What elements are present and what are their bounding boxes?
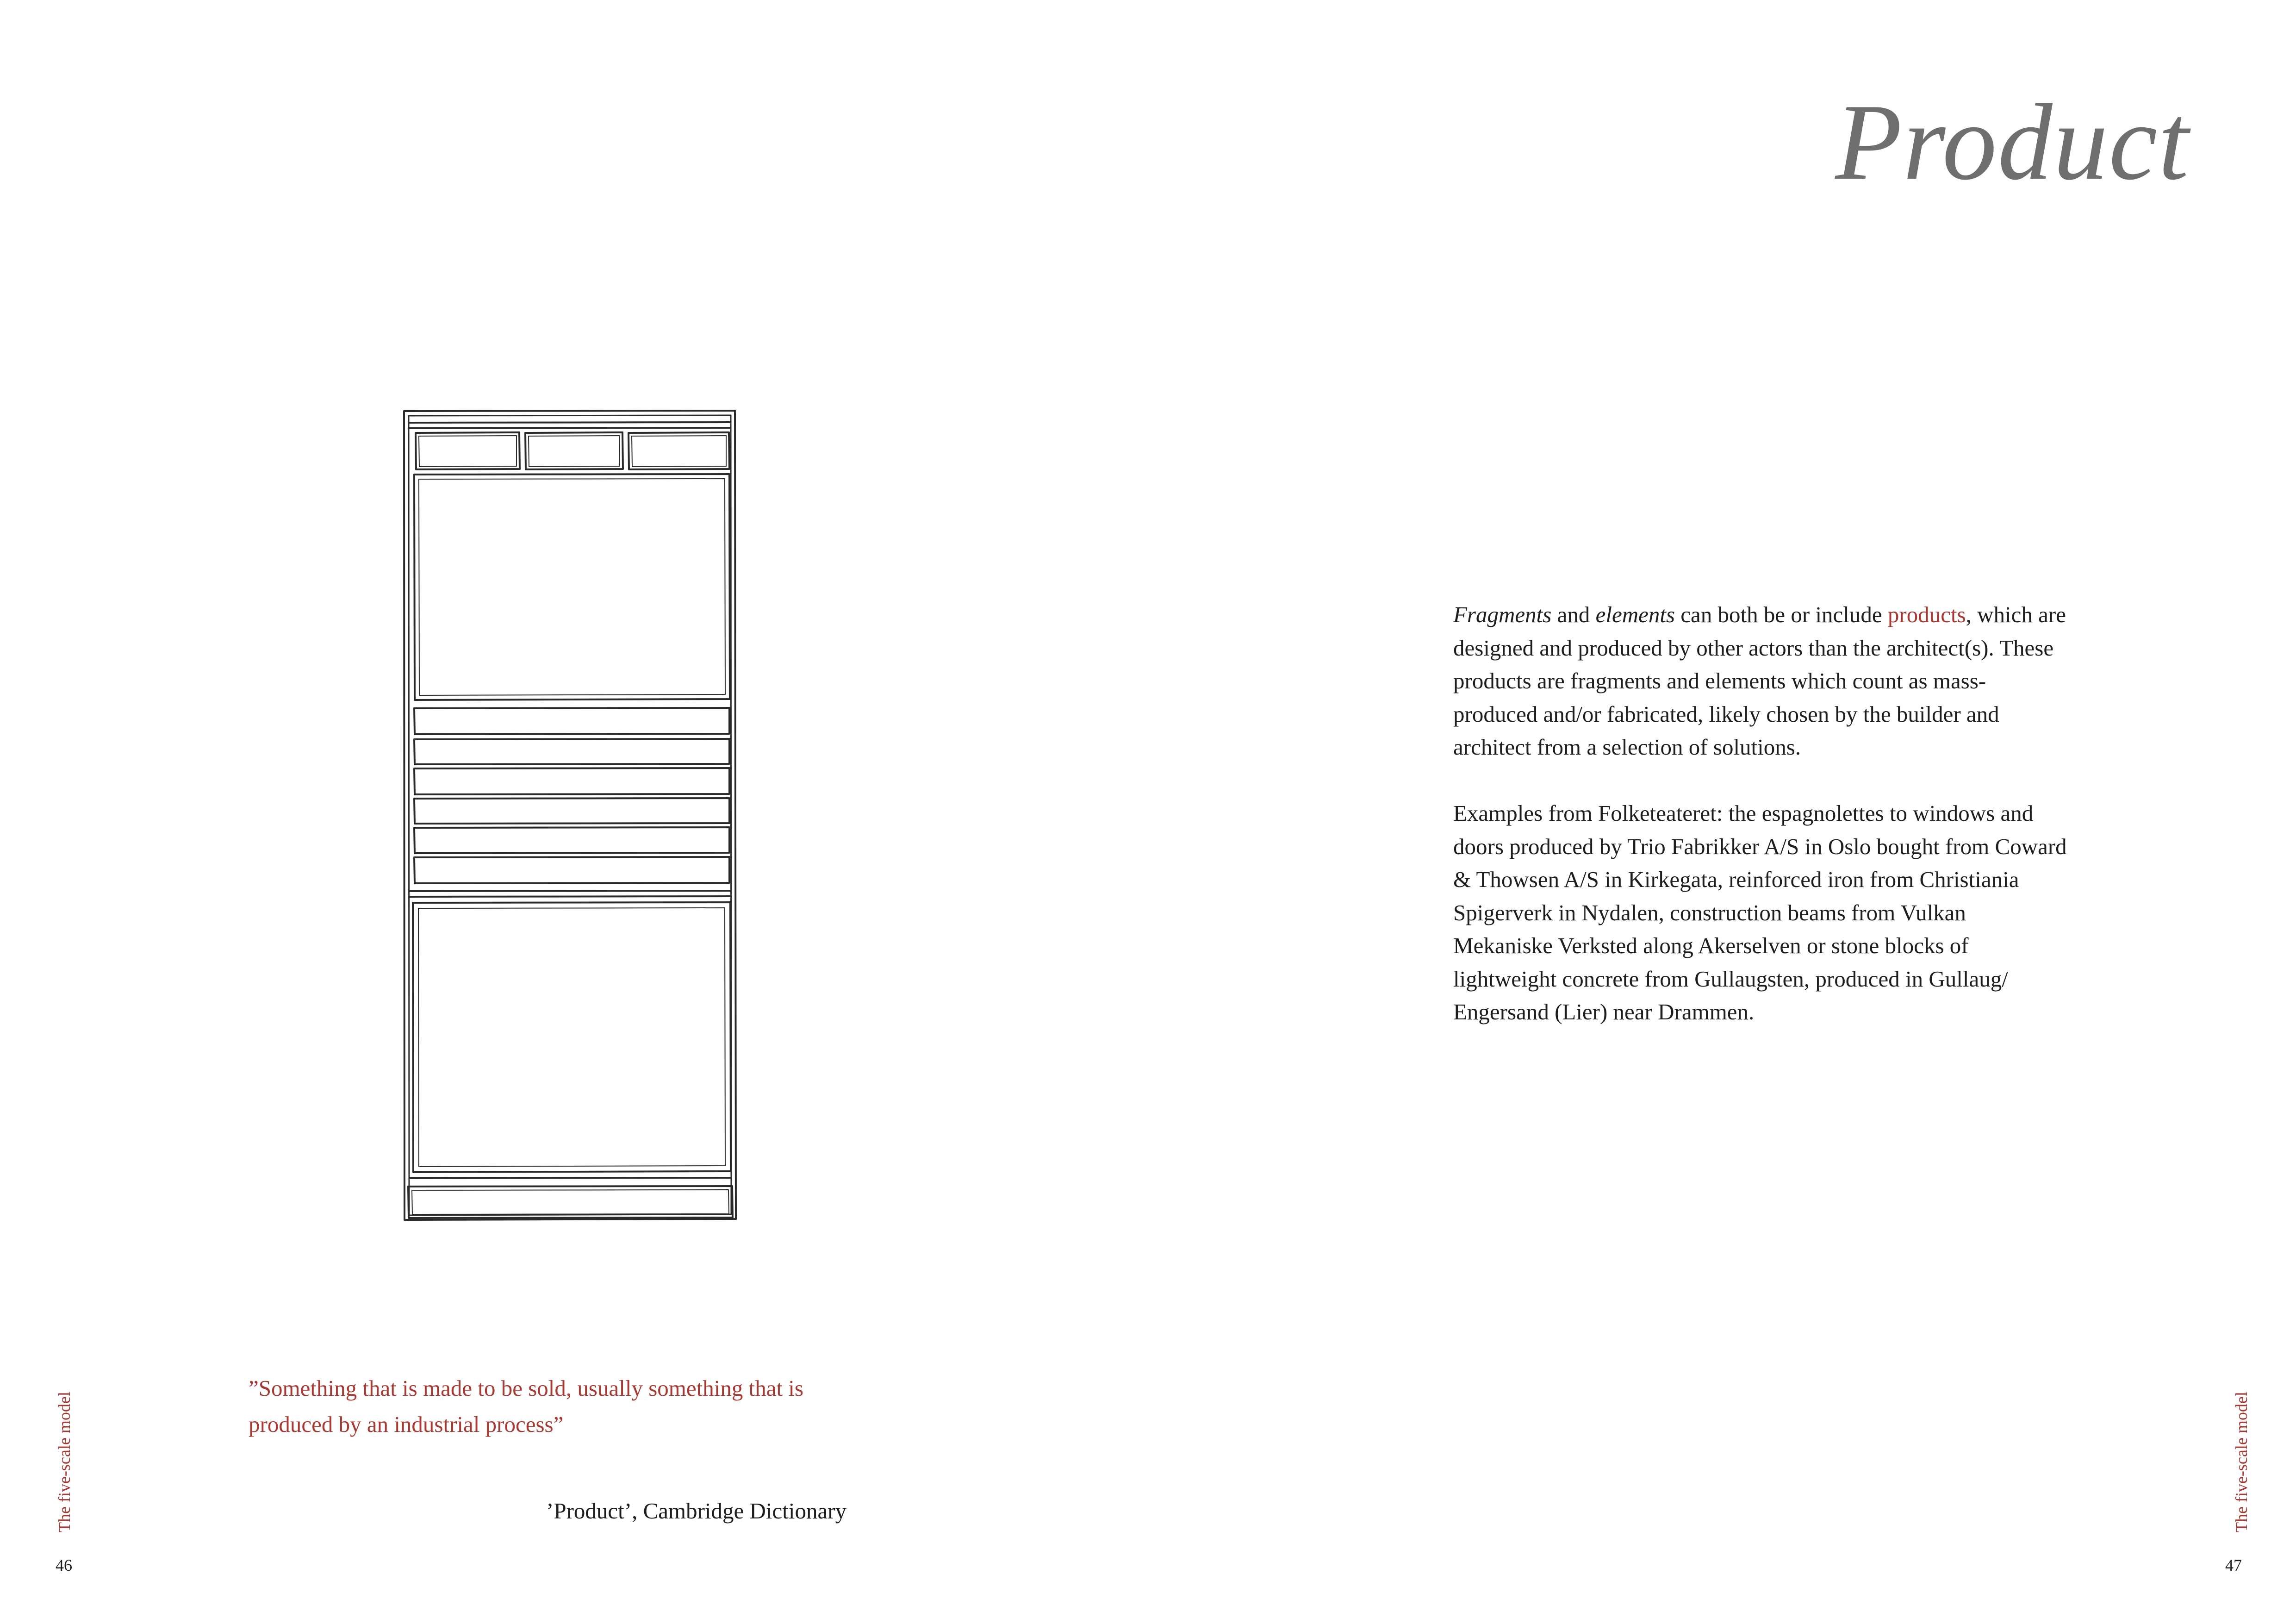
cabinet-elevation-drawing-icon <box>403 410 745 1229</box>
page-title: Product <box>1835 82 2190 203</box>
quote-line: ”Something that is made to be sold, usually something that is <box>249 1375 804 1401</box>
dictionary-quote <box>249 1370 896 1443</box>
paragraph-examples: Examples from Folketeateret: the espagnolettes to windows and doors produced by Trio Fabrikker A/S in Oslo bought from Coward & Thowsen A/S in Kirkegata, reinforced iron from Christiania Spigerverk in Nydalen, construction beams from Vulkan Mekaniske Verksted along Akerselven or stone blocks of lightweight concrete from Gullaugsten, produced in Gullaug/ Engersand (Lier) near Drammen. <box>1453 800 2067 1024</box>
paragraph-products: Fragments and elements can both be or include products, which are designed and produced by other actors than the architect(s). These products are fragments and elements which count as mass-produced and/or fabricated, likely chosen by the builder and architect from a selection of solutions. <box>1453 602 2066 760</box>
products-term: products <box>1887 602 1966 627</box>
quote-citation: ’Product’, Cambridge Dictionary <box>546 1498 847 1524</box>
body-text <box>1453 598 2069 1029</box>
quote-line: produced by an industrial process” <box>249 1412 564 1437</box>
right-page-number: 47 <box>2225 1556 2242 1574</box>
left-page-number: 46 <box>56 1556 72 1574</box>
right-running-header: The five-scale model <box>2232 1392 2251 1532</box>
left-running-header: The five-scale model <box>55 1392 74 1532</box>
